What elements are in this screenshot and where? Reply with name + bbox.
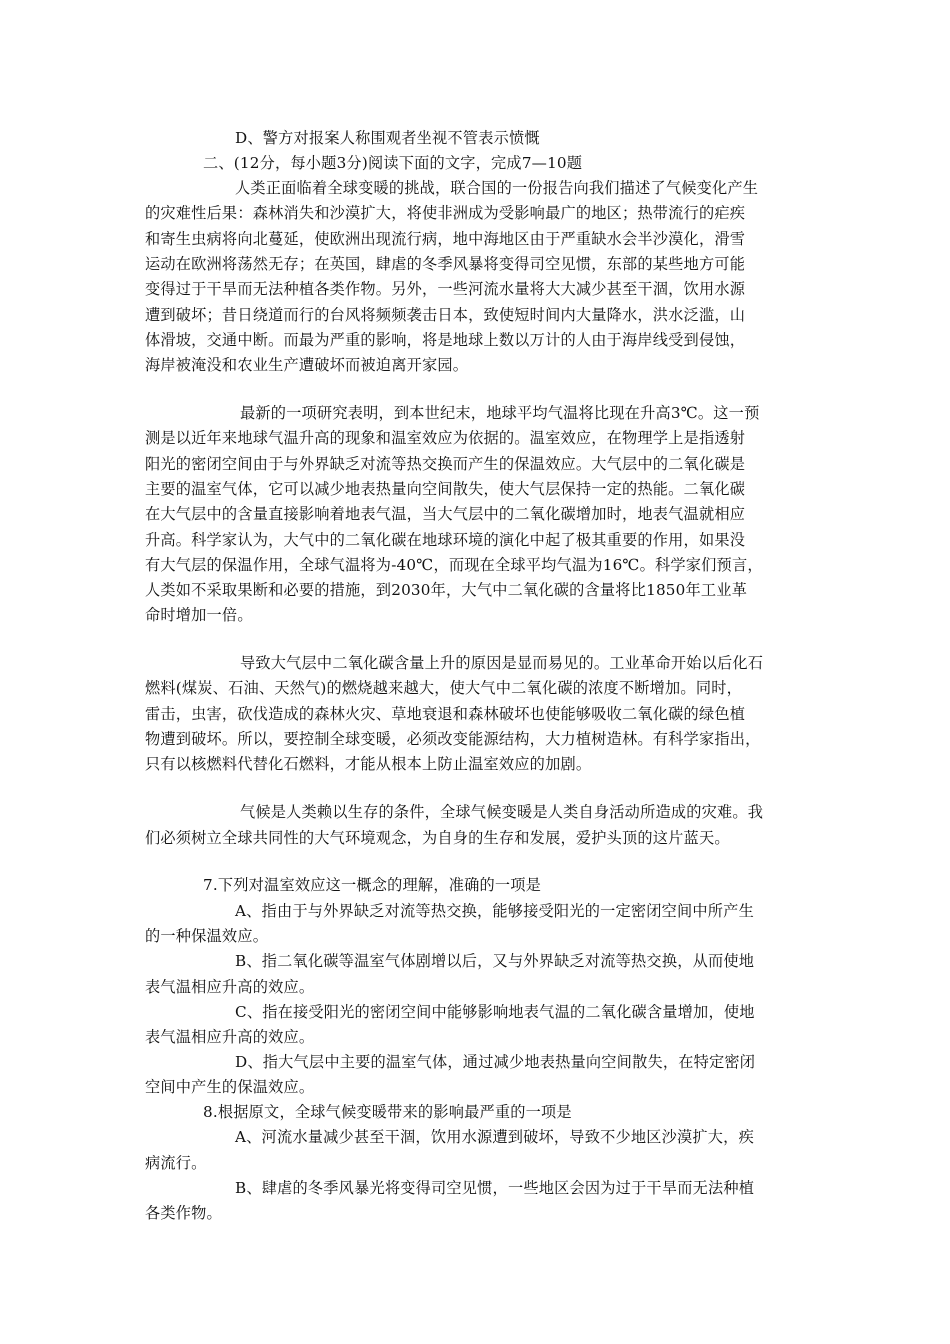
- option-line: 表气温相应升高的效应。: [145, 1028, 315, 1046]
- paragraph-line: 气候是人类赖以生存的条件，全球气候变暖是人类自身活动所造成的灾难。我: [240, 803, 764, 821]
- paragraph-line: 人类正面临着全球变暖的挑战，联合国的一份报告向我们描述了气候变化产生: [235, 179, 759, 197]
- paragraph-line: 最新的一项研究表明，到本世纪末，地球平均气温将比现在升高3℃。这一预: [240, 404, 760, 422]
- paragraph-line: 物遭到破坏。所以，要控制全球变暖，必须改变能源结构，大力植树造林。有科学家指出，: [145, 730, 761, 748]
- paragraph-line: 遭到破坏；昔日绕道而行的台风将频频袭击日本，致使短时间内大量降水，洪水泛滥，山: [145, 306, 746, 324]
- paragraph-line: 运动在欧洲将荡然无存；在英国，肆虐的冬季风暴将变得司空见惯，东部的某些地方可能: [145, 255, 746, 273]
- section-heading: 二、(12分，每小题3分)阅读下面的文字，完成7—10题: [203, 154, 583, 172]
- option-line: 空间中产生的保温效应。: [145, 1078, 315, 1096]
- paragraph-line: 们必须树立全球共同性的大气环境观念，为自身的生存和发展，爱护头顶的这片蓝天。: [145, 829, 730, 847]
- option-line: 各类作物。: [145, 1204, 222, 1222]
- paragraph-line: 的灾难性后果：森林消失和沙漠扩大，将使非洲成为受影响最广的地区；热带流行的疟疾: [145, 204, 746, 222]
- paragraph-line: 只有以核燃料代替化石燃料，才能从根本上防止温室效应的加剧。: [145, 755, 592, 773]
- question-stem: 8.根据原文，全球气候变暖带来的影响最严重的一项是: [203, 1103, 572, 1121]
- option-line: D、警方对报案人称围观者坐视不管表示愤慨: [235, 129, 540, 147]
- paragraph-line: 体滑坡，交通中断。而最为严重的影响，将是地球上数以万计的人由于海岸线受到侵蚀，: [145, 331, 746, 349]
- option-line: A、指由于与外界缺乏对流等热交换，能够接受阳光的一定密闭空间中所产生: [235, 902, 754, 920]
- paragraph-line: 和寄生虫病将向北蔓延，使欧洲出现流行病，地中海地区由于严重缺水会半沙漠化，滑雪: [145, 230, 746, 248]
- option-line: 的一种保温效应。: [145, 927, 269, 945]
- option-line: 病流行。: [145, 1154, 207, 1172]
- option-line: D、指大气层中主要的温室气体，通过减少地表热量向空间散失，在特定密闭: [235, 1053, 756, 1071]
- paragraph-line: 有大气层的保温作用，全球气温将为-40℃，而现在全球平均气温为16℃。科学家们预言，: [145, 556, 763, 574]
- paragraph-line: 主要的温室气体，它可以减少地表热量向空间散失，使大气层保持一定的热能。二氧化碳: [145, 480, 746, 498]
- option-line: C、指在接受阳光的密闭空间中能够影响地表气温的二氧化碳含量增加，使地: [235, 1003, 755, 1021]
- paragraph-line: 人类如不采取果断和必要的措施，到2030年，大气中二氧化碳的含量将比1850年工业革: [145, 581, 748, 599]
- question-stem: 7.下列对温室效应这一概念的理解，准确的一项是: [203, 876, 542, 894]
- paragraph-line: 命时增加一倍。: [145, 606, 253, 624]
- paragraph-line: 变得过于干旱而无法种植各类作物。另外，一些河流水量将大大减少甚至干涸，饮用水源: [145, 280, 746, 298]
- option-line: B、肆虐的冬季风暴光将变得司空见惯，一些地区会因为过于干旱而无法种植: [235, 1179, 755, 1197]
- option-line: 表气温相应升高的效应。: [145, 978, 315, 996]
- option-line: B、指二氧化碳等温室气体剧增以后，又与外界缺乏对流等热交换，从而使地: [235, 952, 755, 970]
- paragraph-line: 导致大气层中二氧化碳含量上升的原因是显而易见的。工业革命开始以后化石: [240, 654, 764, 672]
- paragraph-line: 在大气层中的含量直接影响着地表气温，当大气层中的二氧化碳增加时，地表气温就相应: [145, 505, 746, 523]
- paragraph-line: 海岸被淹没和农业生产遭破坏而被迫离开家园。: [145, 356, 469, 374]
- paragraph-line: 雷击，虫害，砍伐造成的森林火灾、草地衰退和森林破坏也使能够吸收二氧化碳的绿色植: [145, 705, 746, 723]
- paragraph-line: 升高。科学家认为，大气中的二氧化碳在地球环境的演化中起了极其重要的作用，如果没: [145, 531, 746, 549]
- paragraph-line: 阳光的密闭空间由于与外界缺乏对流等热交换而产生的保温效应。大气层中的二氧化碳是: [145, 455, 746, 473]
- paragraph-line: 测是以近年来地球气温升高的现象和温室效应为依据的。温室效应，在物理学上是指透射: [145, 429, 746, 447]
- option-line: A、河流水量减少甚至干涸，饮用水源遭到破坏，导致不少地区沙漠扩大，疾: [235, 1128, 754, 1146]
- paragraph-line: 燃料(煤炭、石油、天然气)的燃烧越来越大，使大气中二氧化碳的浓度不断增加。同时，: [145, 679, 742, 697]
